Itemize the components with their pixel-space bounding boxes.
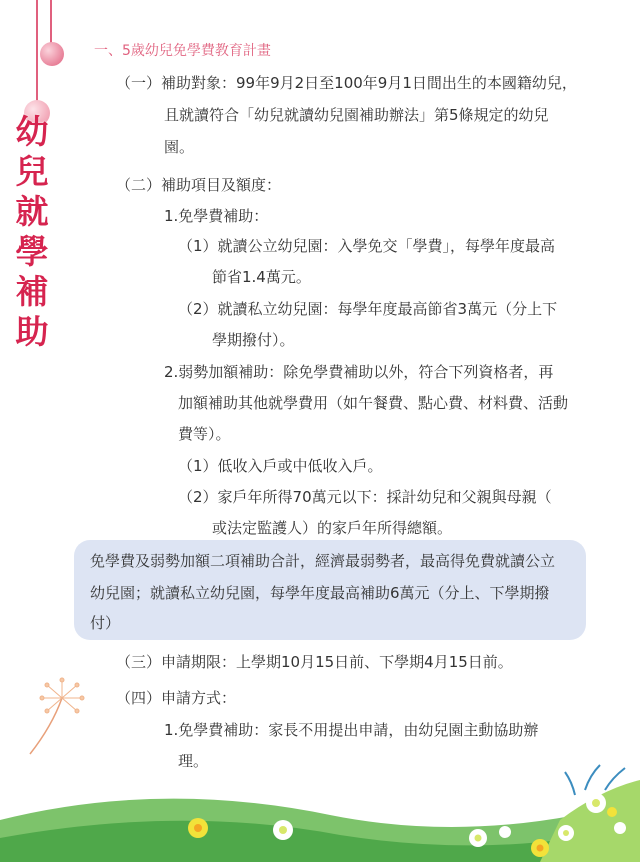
- text-line: （2）家戶年所得70萬元以下：採計幼兒和父親與母親（: [178, 488, 552, 506]
- text-line: （1）就讀公立幼兒園：入學免交「學費」，每學年度最高: [178, 237, 556, 255]
- text-line: 節省1.4萬元。: [212, 268, 311, 286]
- section-title: 一、5歲幼兒免學費教育計畫: [94, 43, 271, 59]
- text-line: 加額補助其他就學費用（如午餐費、點心費、材料費、活動: [178, 394, 569, 412]
- vertical-title-char: 兒: [15, 152, 49, 191]
- summary-line: 付）: [90, 614, 121, 632]
- text-line: 1.免學費補助：家長不用提出申請，由幼兒園主動協助辦: [164, 721, 539, 739]
- grass-footer: [0, 760, 640, 862]
- text-line: 費等）。: [178, 425, 231, 443]
- text-line: （2）就讀私立幼兒園：每學年度最高節省3萬元（分上下: [178, 300, 558, 318]
- text-line: 2.弱勢加額補助：除免學費補助以外，符合下列資格者，再: [164, 363, 554, 381]
- text-line: （三）申請期限：上學期10月15日前、下學期4月15日前。: [116, 653, 513, 671]
- text-line: 學期撥付）。: [212, 331, 295, 349]
- vertical-title: [10, 112, 54, 352]
- summary-line: 幼兒園；就讀私立幼兒園，每學年度最高補助6萬元（分上、下學期撥: [90, 584, 550, 602]
- text-line: 理。: [178, 752, 209, 770]
- text-line: 且就讀符合「幼兒就讀幼兒園補助辦法」第5條規定的幼兒: [164, 106, 549, 124]
- text-line: （四）申請方式：: [116, 689, 237, 707]
- text-line: （一）補助對象：99年9月2日至100年9月1日間出生的本國籍幼兒，: [116, 74, 577, 92]
- hanging-line-left: [36, 0, 38, 112]
- text-line: （1）低收入戶或中低收入戶。: [178, 457, 383, 475]
- summary-line: 免學費及弱勢加額二項補助合計，經濟最弱勢者，最高得免費就讀公立: [90, 552, 556, 570]
- vertical-title-char: 就: [15, 192, 49, 231]
- text-line: （二）補助項目及額度：: [116, 176, 282, 194]
- vertical-title-char: 幼: [15, 112, 49, 151]
- vertical-title-char: 助: [15, 312, 49, 351]
- text-line: 或法定監護人）的家戶年所得總額。: [212, 519, 453, 537]
- pink-bead-large: [40, 42, 64, 66]
- vertical-title-char: 學: [15, 232, 49, 271]
- vertical-title-char: 補: [15, 272, 49, 311]
- text-line: 1.免學費補助：: [164, 207, 269, 225]
- dandelion-icon: [22, 676, 92, 756]
- text-line: 園。: [164, 138, 195, 156]
